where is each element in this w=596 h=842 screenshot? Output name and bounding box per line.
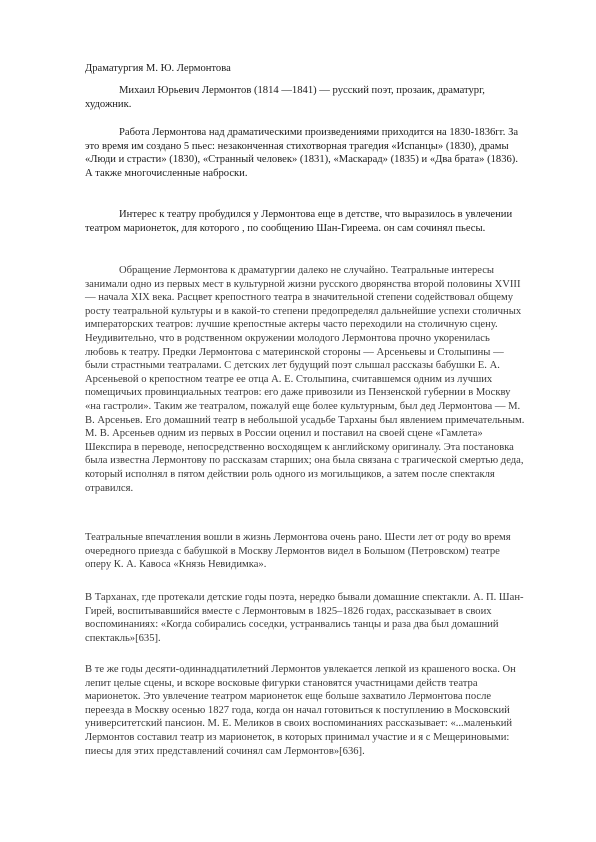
document-title: Драматургия М. Ю. Лермонтова	[85, 63, 231, 74]
paragraph-interest: Интерес к театру пробудился у Лермонтова еще в детстве, что выразилось в увлечении театром марионеток, для которого , по сообщению Шан-Гиреема. он сам сочинял пьесы.	[85, 209, 513, 234]
paragraph-impressions: Театральные впечатления вошли в жизнь Лермонтова очень рано. Шести лет от роду во время очередного приезда с бабушкой в Москву Лермонтов видел в Большом (Петровском) театре оперу К. А. Кавоса «Князь Невидимка».	[85, 532, 511, 571]
paragraph-marionettes: В те же годы десяти-одиннадцатилетний Лермонтов увлекается лепкой из крашеного воска. Он лепит целые сцены, и вскоре восковые фигурки становятся участницами действ театра марионеток. Это увлечение театром марионеток еще больше захватило Лермонтова после переезда в Москву осенью 1827 года, когда он начал готовиться к поступлению в Московский университетский пансион. М. Е. Меликов в своих воспоминаниях рассказывает: «...маленький Лермонтов составил театр из марионеток, в которых принимал участие и я с Мещериновыми: пиесы для этих представлений сочинял сам Лермонтов»[636].	[85, 664, 516, 757]
paragraph-plays: Работа Лермонтова над драматическими произведениями приходится на 1830-1836гг. За это время им создано 5 пьес: незаконченная стихотворная трагедия «Испанцы» (1830), драмы «Люди и страсти» (1830), «Странный человек» (1831), «Маскарад» (1835) и «Два брата» (1836). А также многочисленные наброски.	[85, 127, 519, 179]
paragraph-family-theatre: Обращение Лермонтова к драматургии далеко не случайно. Театральные интересы занимали одно из первых мест в культурной жизни русского дворянства второй половины XVIII — начала XIX века. Расцвет крепостного театра в значительной степени содействовал общему росту театральной культуры и в какой-то степени предопределял дальнейшие успехи столичных императорских театров: лучшие крепостные актеры часто переходили на столичную сцену. Неудивительно, что в родственном окружении молодого Лермонтова прочно укоренилась любовь к театру. Предки Лермонтова с материнской стороны — Арсеньевы и Столыпины — были страстными театралами. С детских лет будущий поэт слышал рассказы бабушки Е. А. Арсеньевой о крепостном театре ее отца А. Е. Столыпина, считавшемся одним из лучших помещичьих провинциальных театров: его даже привозили из Пензенской губернии в Москву «на гастроли». Таким же театралом, пожалуй еще более культурным, был дед Лермонтова — М. В. Арсеньев. Его домашний театр в небольшой усадьбе Тарханы был явлением примечательным. М. В. Арсеньев одним из первых в России оценил и поставил на своей сцене «Гамлета» Шекспира в переводе, непосредственно восходящем к английскому оригиналу. Эта постановка была известна Лермонтову по рассказам старших; она была связана с трагической смертью деда, который исполнял в пятом действии роль одного из могильщиков, а затем после спектакля отравился.	[85, 265, 525, 494]
paragraph-tarkhany: В Тарханах, где протекали детские годы поэта, нередко бывали домашние спектакли. А. П. Шан-Гирей, воспитывавшийся вместе с Лермонтовым в 1825–1826 годах, рассказывает в своих воспоминаниях: «Когда собирались соседки, устранвались танцы и раза два был домашний спектакль»[635].	[85, 592, 524, 644]
paragraph-intro: Михаил Юрьевич Лермонтов (1814 —1841) — русский поэт, прозаик, драматург, художник.	[85, 85, 485, 110]
